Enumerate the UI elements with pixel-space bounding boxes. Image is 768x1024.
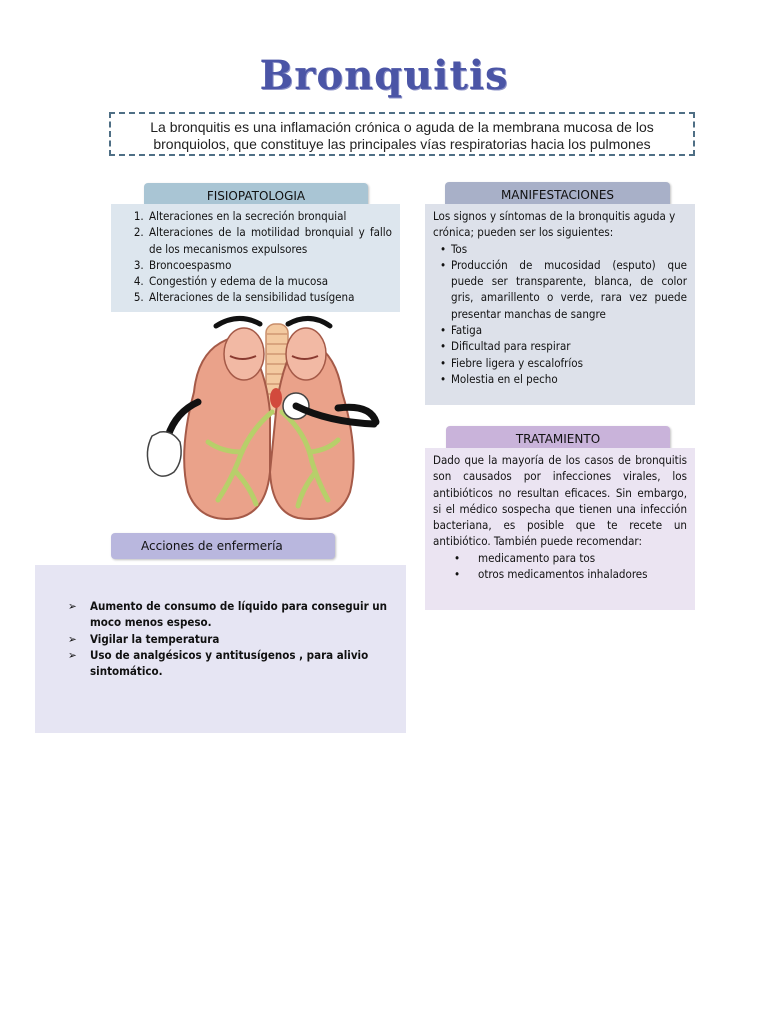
manifestaciones-list (433, 241, 687, 388)
list-item: 3. Broncoespasmo (147, 257, 392, 273)
list-item: • Dificultad para respirar (451, 338, 687, 354)
cartoon-lungs-icon (138, 312, 388, 524)
manifestaciones-heading: MANIFESTACIONES (445, 182, 670, 208)
fisiopatologia-list (111, 208, 392, 306)
list-item: 2. Alteraciones de la motilidad bronquial y fallo de los mecanismos expulsores (147, 224, 392, 257)
list-item: 4. Congestión y edema de la mucosa (147, 273, 392, 289)
acciones-list (35, 598, 392, 679)
fisiopatologia-heading: FISIOPATOLOGIA (144, 183, 368, 209)
list-item: • otros medicamentos inhaladores (478, 566, 687, 582)
list-item: • Molestia en el pecho (451, 371, 687, 387)
list-item: ➢ Vigilar la temperatura (90, 631, 392, 647)
list-item: 5. Alteraciones de la sensibilidad tusígena (147, 289, 392, 305)
intro-box (109, 112, 695, 156)
page-title: Bronquitis (259, 52, 509, 99)
list-item: • Producción de mucosidad (esputo) que puede ser transparente, blanca, de color gris, amarillento o verde, rara vez puede presentar manchas de sangre (451, 257, 687, 322)
fisiopatologia-panel (111, 204, 400, 312)
tratamiento-heading: TRATAMIENTO (446, 426, 670, 452)
list-item: • Tos (451, 241, 687, 257)
tratamiento-panel (425, 448, 695, 610)
manifestaciones-intro: Los signos y síntomas de la bronquitis aguda y crónica; pueden ser los siguientes: (433, 209, 676, 240)
acciones-panel (35, 565, 406, 733)
list-item: ➢ Uso de analgésicos y antitusígenos , para alivio sintomático. (90, 647, 392, 680)
list-item: • medicamento para tos (478, 550, 687, 566)
tratamiento-text: Dado que la mayoría de los casos de bronquitis son causados por infecciones virales, los antibióticos no resultan eficaces. Sin embargo, si el médico sospecha que tienen una infección bacteriana, es posible que te recete un antibiótico. También puede recomendar: (433, 453, 687, 549)
acciones-heading: Acciones de enfermería (111, 533, 335, 559)
manifestaciones-panel (425, 204, 695, 405)
list-item: • Fiebre ligera y escalofríos (451, 355, 687, 371)
intro-text: La bronquitis es una inflamación crónica o aguda de la membrana mucosa de los bronquiolos, que constituye las principales vías respiratorias hacia los pulmones (150, 119, 654, 152)
list-item: 1. Alteraciones en la secreción bronquial (147, 208, 392, 224)
tratamiento-list (433, 550, 687, 583)
list-item: ➢ Aumento de consumo de líquido para conseguir un moco menos espeso. (90, 598, 392, 631)
list-item: • Fatiga (451, 322, 687, 338)
